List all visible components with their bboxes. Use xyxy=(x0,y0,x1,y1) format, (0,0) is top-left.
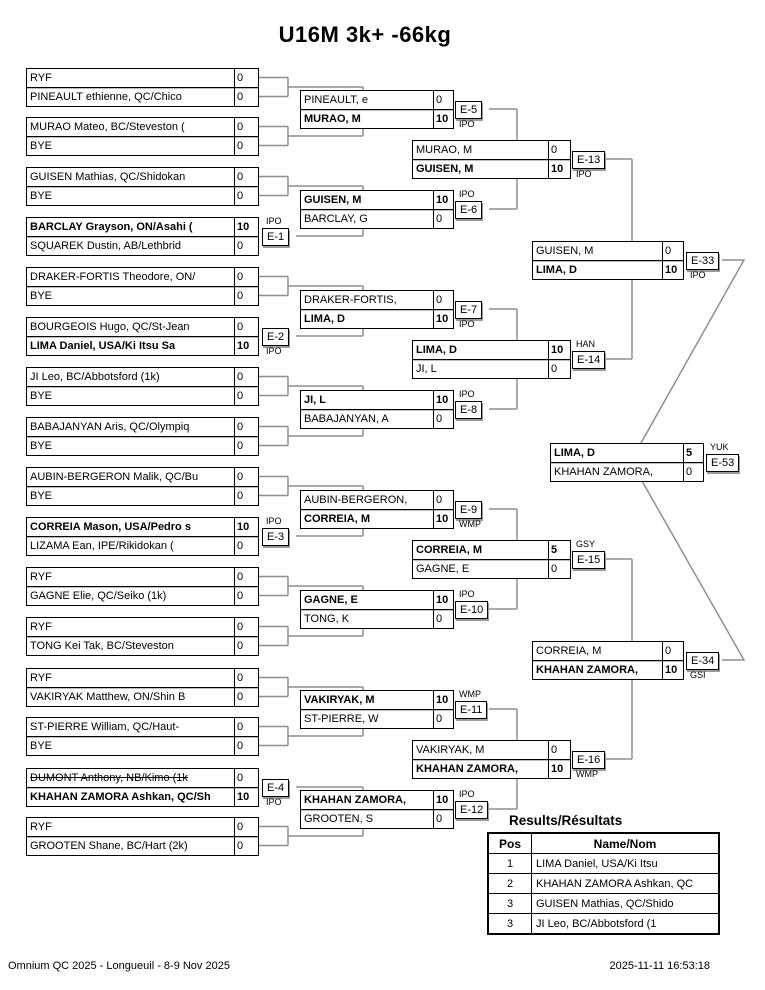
score-value: 0 xyxy=(548,360,570,378)
score-value: 0 xyxy=(234,737,258,755)
score-value: 10 xyxy=(433,691,453,709)
r3-match-4 xyxy=(412,740,571,779)
score-value: 10 xyxy=(234,337,258,355)
r1-match-13 xyxy=(26,668,259,707)
competitor-row xyxy=(301,109,453,128)
competitor-row xyxy=(27,836,258,855)
competitor-name: VAKIRYAK, M xyxy=(304,694,375,706)
sf-match-2 xyxy=(532,641,684,680)
r1-match-7 xyxy=(26,367,259,406)
results-row-3 xyxy=(488,894,719,914)
competitor-name: LIMA, D xyxy=(554,447,595,459)
competitor-name: GUISEN Mathias, QC/Shidokan xyxy=(30,171,186,183)
competitor-name: CORREIA, M xyxy=(536,645,602,657)
competitor-row xyxy=(27,669,258,687)
competitor-name: RYF xyxy=(30,621,52,633)
competitor-row xyxy=(301,491,453,509)
competitor-name: RYF xyxy=(30,72,52,84)
win-type-label-e9: WMP xyxy=(459,519,481,529)
competitor-name: BOURGEOIS Hugo, QC/St-Jean xyxy=(30,321,190,333)
score-value: 10 xyxy=(234,218,258,236)
competitor-name: GUISEN, M xyxy=(304,194,362,206)
competitor-name: LIZAMA Ean, IPE/Rikidokan ( xyxy=(30,540,174,552)
competitor-name: BYE xyxy=(30,290,53,302)
score-value: 0 xyxy=(234,168,258,186)
score-value: 0 xyxy=(548,741,570,759)
competitor-name: KHAHAN ZAMORA Ashkan, QC/Sh xyxy=(30,791,211,803)
competitor-name: CORREIA Mason, USA/Pedro s xyxy=(30,521,191,533)
score-value: 0 xyxy=(548,141,570,159)
competitor-name: DRAKER-FORTIS, xyxy=(304,294,397,306)
competitor-row xyxy=(27,468,258,486)
competitor-row xyxy=(27,386,258,405)
score-value: 0 xyxy=(234,418,258,436)
score-value: 0 xyxy=(433,210,453,228)
r1-match-4 xyxy=(26,217,259,256)
match-tag-e2: E-2 xyxy=(262,328,289,346)
win-type-label-e3: IPO xyxy=(266,516,282,526)
competitor-name: BABAJANYAN Aris, QC/Olympiq xyxy=(30,421,190,433)
competitor-row xyxy=(301,791,453,809)
match-tag-e4: E-4 xyxy=(262,779,289,797)
result-position: 3 xyxy=(488,894,532,914)
score-value: 10 xyxy=(433,310,453,328)
competitor-name: JI, L xyxy=(304,394,327,406)
competitor-row xyxy=(301,191,453,209)
results-col-pos: Pos xyxy=(488,833,532,854)
competitor-row xyxy=(413,741,570,759)
page-title: U16M 3k+ -66kg xyxy=(278,22,452,47)
competitor-name: ST-PIERRE, W xyxy=(304,713,379,725)
match-tag-e33: E-33 xyxy=(686,252,719,270)
score-value: 0 xyxy=(234,468,258,486)
competitor-name-withdrawn: DUMONT Anthony, NB/Kimo (1k xyxy=(30,772,188,784)
win-type-label-e34: GSI xyxy=(690,670,706,680)
r1-match-5 xyxy=(26,267,259,306)
competitor-name: GROOTEN, S xyxy=(304,813,374,825)
r2-match-5 xyxy=(300,490,454,529)
score-value: 10 xyxy=(548,341,570,359)
score-value: 0 xyxy=(234,688,258,706)
match-tag-e12: E-12 xyxy=(455,801,488,819)
win-type-label-e53: YUK xyxy=(710,442,729,452)
r2-match-1 xyxy=(300,90,454,129)
result-position: 2 xyxy=(488,874,532,894)
competitor-row xyxy=(301,291,453,309)
score-value: 0 xyxy=(234,769,258,787)
score-value: 0 xyxy=(234,137,258,155)
competitor-name: BYE xyxy=(30,490,53,502)
competitor-row xyxy=(533,242,683,260)
result-position: 3 xyxy=(488,914,532,935)
competitor-row xyxy=(301,709,453,728)
win-type-label-e11: WMP xyxy=(459,689,481,699)
competitor-name: MURAO, M xyxy=(416,144,473,156)
score-value: 0 xyxy=(234,437,258,455)
competitor-row xyxy=(27,736,258,755)
win-type-label-e2: IPO xyxy=(266,346,282,356)
competitor-row xyxy=(533,660,683,679)
score-value: 0 xyxy=(662,642,683,660)
competitor-row xyxy=(27,268,258,286)
competitor-row xyxy=(301,691,453,709)
competitor-name: PINEAULT ethienne, QC/Chico xyxy=(30,91,182,103)
competitor-row xyxy=(27,586,258,605)
competitor-name: BYE xyxy=(30,740,53,752)
competitor-name: LIMA, D xyxy=(416,344,457,356)
competitor-row xyxy=(27,118,258,136)
score-value: 10 xyxy=(662,261,683,279)
win-type-label-e16: WMP xyxy=(576,769,598,779)
competitor-row xyxy=(27,787,258,806)
competitor-name: KHAHAN ZAMORA, xyxy=(554,466,654,478)
score-value: 0 xyxy=(433,610,453,628)
win-type-label-e10: IPO xyxy=(459,589,475,599)
competitor-row xyxy=(27,336,258,355)
result-name: GUISEN Mathias, QC/Shido xyxy=(532,894,720,914)
score-value: 10 xyxy=(433,510,453,528)
competitor-name: BYE xyxy=(30,190,53,202)
score-value: 0 xyxy=(433,810,453,828)
score-value: 0 xyxy=(234,287,258,305)
competitor-name: GAGNE, E xyxy=(304,594,358,606)
score-value: 0 xyxy=(433,410,453,428)
competitor-row xyxy=(301,209,453,228)
competitor-row xyxy=(27,368,258,386)
r3-match-1 xyxy=(412,140,571,179)
competitor-name: GAGNE Elie, QC/Seiko (1k) xyxy=(30,590,167,602)
match-tag-e6: E-6 xyxy=(455,201,482,219)
competitor-name: KHAHAN ZAMORA, xyxy=(536,664,639,676)
score-value: 5 xyxy=(548,541,570,559)
competitor-row xyxy=(27,168,258,186)
match-tag-e8: E-8 xyxy=(455,401,482,419)
competitor-row xyxy=(301,409,453,428)
competitor-row xyxy=(27,769,258,787)
competitor-name: BYE xyxy=(30,440,53,452)
competitor-name: AUBIN-BERGERON Malik, QC/Bu xyxy=(30,471,199,483)
score-value: 0 xyxy=(234,818,258,836)
win-type-label-e5: IPO xyxy=(459,119,475,129)
win-type-label-e4: IPO xyxy=(266,797,282,807)
competitor-row xyxy=(301,591,453,609)
competitor-row xyxy=(301,91,453,109)
match-tag-e10: E-10 xyxy=(455,601,488,619)
score-value: 0 xyxy=(234,568,258,586)
r2-match-6 xyxy=(300,590,454,629)
competitor-name: JI Leo, BC/Abbotsford (1k) xyxy=(30,371,160,383)
competitor-row xyxy=(27,486,258,505)
score-value: 0 xyxy=(234,618,258,636)
r1-match-6 xyxy=(26,317,259,356)
match-tag-e11: E-11 xyxy=(455,701,487,719)
competitor-row xyxy=(551,444,703,462)
competitor-name: GROOTEN Shane, BC/Hart (2k) xyxy=(30,840,188,852)
match-tag-e15: E-15 xyxy=(572,551,605,569)
competitor-row xyxy=(27,186,258,205)
r1-match-2 xyxy=(26,117,259,156)
competitor-row xyxy=(533,642,683,660)
win-type-label-e33: IPO xyxy=(690,270,706,280)
results-row-4 xyxy=(488,914,719,935)
score-value: 0 xyxy=(433,291,453,309)
competitor-row xyxy=(27,236,258,255)
competitor-row xyxy=(27,636,258,655)
score-value: 0 xyxy=(548,560,570,578)
competitor-row xyxy=(301,509,453,528)
competitor-name: TONG Kei Tak, BC/Steveston xyxy=(30,640,174,652)
result-name: LIMA Daniel, USA/Ki Itsu xyxy=(532,854,720,874)
competitor-row xyxy=(413,759,570,778)
competitor-name: KHAHAN ZAMORA, xyxy=(416,763,519,775)
score-value: 0 xyxy=(234,69,258,87)
score-value: 10 xyxy=(662,661,683,679)
score-value: 0 xyxy=(234,237,258,255)
win-type-label-e8: IPO xyxy=(459,389,475,399)
competitor-name: BABAJANYAN, A xyxy=(304,413,389,425)
match-tag-e53: E-53 xyxy=(706,454,739,472)
r2-match-4 xyxy=(300,390,454,429)
match-tag-e34: E-34 xyxy=(686,652,719,670)
r1-match-8 xyxy=(26,417,259,456)
competitor-row xyxy=(301,609,453,628)
competitor-row xyxy=(27,518,258,536)
result-position: 1 xyxy=(488,854,532,874)
competitor-name: LIMA Daniel, USA/Ki Itsu Sa xyxy=(30,340,176,352)
competitor-name: CORREIA, M xyxy=(416,544,482,556)
win-type-label-e15: GSY xyxy=(576,539,596,549)
competitor-name: LIMA, D xyxy=(304,313,345,325)
r1-match-10 xyxy=(26,517,259,556)
competitor-name: RYF xyxy=(30,672,52,684)
competitor-name: KHAHAN ZAMORA, xyxy=(304,794,407,806)
match-tag-e14: E-14 xyxy=(572,351,605,369)
competitor-row xyxy=(27,536,258,555)
competitor-row xyxy=(27,286,258,305)
competitor-name: PINEAULT, e xyxy=(304,94,368,106)
r1-match-14 xyxy=(26,717,259,756)
competitor-name: RYF xyxy=(30,571,52,583)
score-value: 10 xyxy=(433,391,453,409)
score-value: 0 xyxy=(234,268,258,286)
score-value: 10 xyxy=(433,791,453,809)
r1-match-1 xyxy=(26,68,259,107)
results-col-name: Name/Nom xyxy=(532,833,720,854)
competitor-row xyxy=(27,818,258,836)
result-name: KHAHAN ZAMORA Ashkan, QC xyxy=(532,874,720,894)
score-value: 10 xyxy=(548,760,570,778)
r3-match-3 xyxy=(412,540,571,579)
score-value: 0 xyxy=(234,637,258,655)
competitor-row xyxy=(413,159,570,178)
win-type-label-e1: IPO xyxy=(266,216,282,226)
sf-match-1 xyxy=(532,241,684,280)
results-row-2 xyxy=(488,874,719,894)
result-name: JI Leo, BC/Abbotsford (1 xyxy=(532,914,720,935)
score-value: 0 xyxy=(683,463,703,481)
score-value: 10 xyxy=(433,191,453,209)
competitor-row xyxy=(533,260,683,279)
competitor-row xyxy=(27,218,258,236)
competitor-row xyxy=(27,718,258,736)
r1-match-12 xyxy=(26,617,259,656)
competitor-name: GAGNE, E xyxy=(416,563,470,575)
win-type-label-e6: IPO xyxy=(459,189,475,199)
win-type-label-e14: HAN xyxy=(576,339,596,349)
score-value: 0 xyxy=(234,718,258,736)
r2-match-8 xyxy=(300,790,454,829)
match-tag-e1: E-1 xyxy=(262,228,289,246)
competitor-row xyxy=(27,436,258,455)
win-type-label-e13: IPO xyxy=(576,169,592,179)
competitor-row xyxy=(551,462,703,481)
score-value: 0 xyxy=(234,487,258,505)
competitor-row xyxy=(301,391,453,409)
results-table xyxy=(487,832,720,935)
r1-match-16 xyxy=(26,817,259,856)
competitor-name: JI, L xyxy=(416,363,437,375)
competitor-name: DRAKER-FORTIS Theodore, ON/ xyxy=(30,271,196,283)
competitor-name: VAKIRYAK, M xyxy=(416,744,485,756)
score-value: 10 xyxy=(234,788,258,806)
score-value: 0 xyxy=(234,537,258,555)
r3-match-2 xyxy=(412,340,571,379)
competitor-row xyxy=(301,309,453,328)
match-tag-e16: E-16 xyxy=(572,751,605,769)
score-value: 10 xyxy=(548,160,570,178)
score-value: 0 xyxy=(433,491,453,509)
results-title: Results/Résultats xyxy=(509,813,623,828)
win-type-label-e7: IPO xyxy=(459,319,475,329)
competitor-row xyxy=(27,87,258,106)
competitor-name: BYE xyxy=(30,390,53,402)
competitor-row xyxy=(413,141,570,159)
r2-match-3 xyxy=(300,290,454,329)
competitor-row xyxy=(301,809,453,828)
competitor-name: BARCLAY, G xyxy=(304,213,368,225)
score-value: 0 xyxy=(234,669,258,687)
competitor-row xyxy=(27,618,258,636)
competitor-name: VAKIRYAK Matthew, ON/Shin B xyxy=(30,691,186,703)
match-tag-e5: E-5 xyxy=(455,101,482,119)
competitor-name: GUISEN, M xyxy=(416,163,474,175)
timestamp-footer: 2025-11-11 16:53:18 xyxy=(609,960,710,972)
competitor-name: AUBIN-BERGERON, xyxy=(304,494,408,506)
competitor-row xyxy=(413,559,570,578)
score-value: 0 xyxy=(433,710,453,728)
competitor-row xyxy=(27,136,258,155)
score-value: 0 xyxy=(433,91,453,109)
competitor-name: RYF xyxy=(30,821,52,833)
competitor-row xyxy=(413,341,570,359)
win-type-label-e12: IPO xyxy=(459,789,475,799)
event-footer: Omnium QC 2025 - Longueuil - 8-9 Nov 2025 xyxy=(8,960,230,972)
competitor-name: GUISEN, M xyxy=(536,245,594,257)
match-tag-e3: E-3 xyxy=(262,528,289,546)
score-value: 0 xyxy=(234,368,258,386)
competitor-row xyxy=(27,418,258,436)
results-header-row xyxy=(488,833,719,854)
r1-match-11 xyxy=(26,567,259,606)
r2-match-2 xyxy=(300,190,454,229)
competitor-row xyxy=(27,69,258,87)
score-value: 0 xyxy=(662,242,683,260)
r2-match-7 xyxy=(300,690,454,729)
competitor-row xyxy=(27,318,258,336)
competitor-name: ST-PIERRE William, QC/Haut- xyxy=(30,721,180,733)
competitor-name: MURAO, M xyxy=(304,113,361,125)
results-row-1 xyxy=(488,854,719,874)
r1-match-15 xyxy=(26,768,259,807)
competitor-name: SQUAREK Dustin, AB/Lethbrid xyxy=(30,240,182,252)
competitor-name: BYE xyxy=(30,140,53,152)
competitor-row xyxy=(27,687,258,706)
r1-match-3 xyxy=(26,167,259,206)
score-value: 5 xyxy=(683,444,703,462)
score-value: 10 xyxy=(433,591,453,609)
r1-match-9 xyxy=(26,467,259,506)
score-value: 0 xyxy=(234,318,258,336)
competitor-row xyxy=(27,568,258,586)
score-value: 10 xyxy=(234,518,258,536)
score-value: 0 xyxy=(234,587,258,605)
score-value: 0 xyxy=(234,387,258,405)
final-match xyxy=(550,443,704,482)
score-value: 0 xyxy=(234,118,258,136)
match-tag-e9: E-9 xyxy=(455,501,482,519)
competitor-name: CORREIA, M xyxy=(304,513,370,525)
score-value: 0 xyxy=(234,187,258,205)
competitor-name: BARCLAY Grayson, ON/Asahi ( xyxy=(30,221,193,233)
competitor-name: MURAO Mateo, BC/Steveston ( xyxy=(30,121,185,133)
competitor-row xyxy=(413,541,570,559)
match-tag-e7: E-7 xyxy=(455,301,482,319)
competitor-row xyxy=(413,359,570,378)
competitor-name: TONG, K xyxy=(304,613,350,625)
score-value: 0 xyxy=(234,88,258,106)
score-value: 0 xyxy=(234,837,258,855)
competitor-name: LIMA, D xyxy=(536,264,577,276)
match-tag-e13: E-13 xyxy=(572,151,605,169)
score-value: 10 xyxy=(433,110,453,128)
